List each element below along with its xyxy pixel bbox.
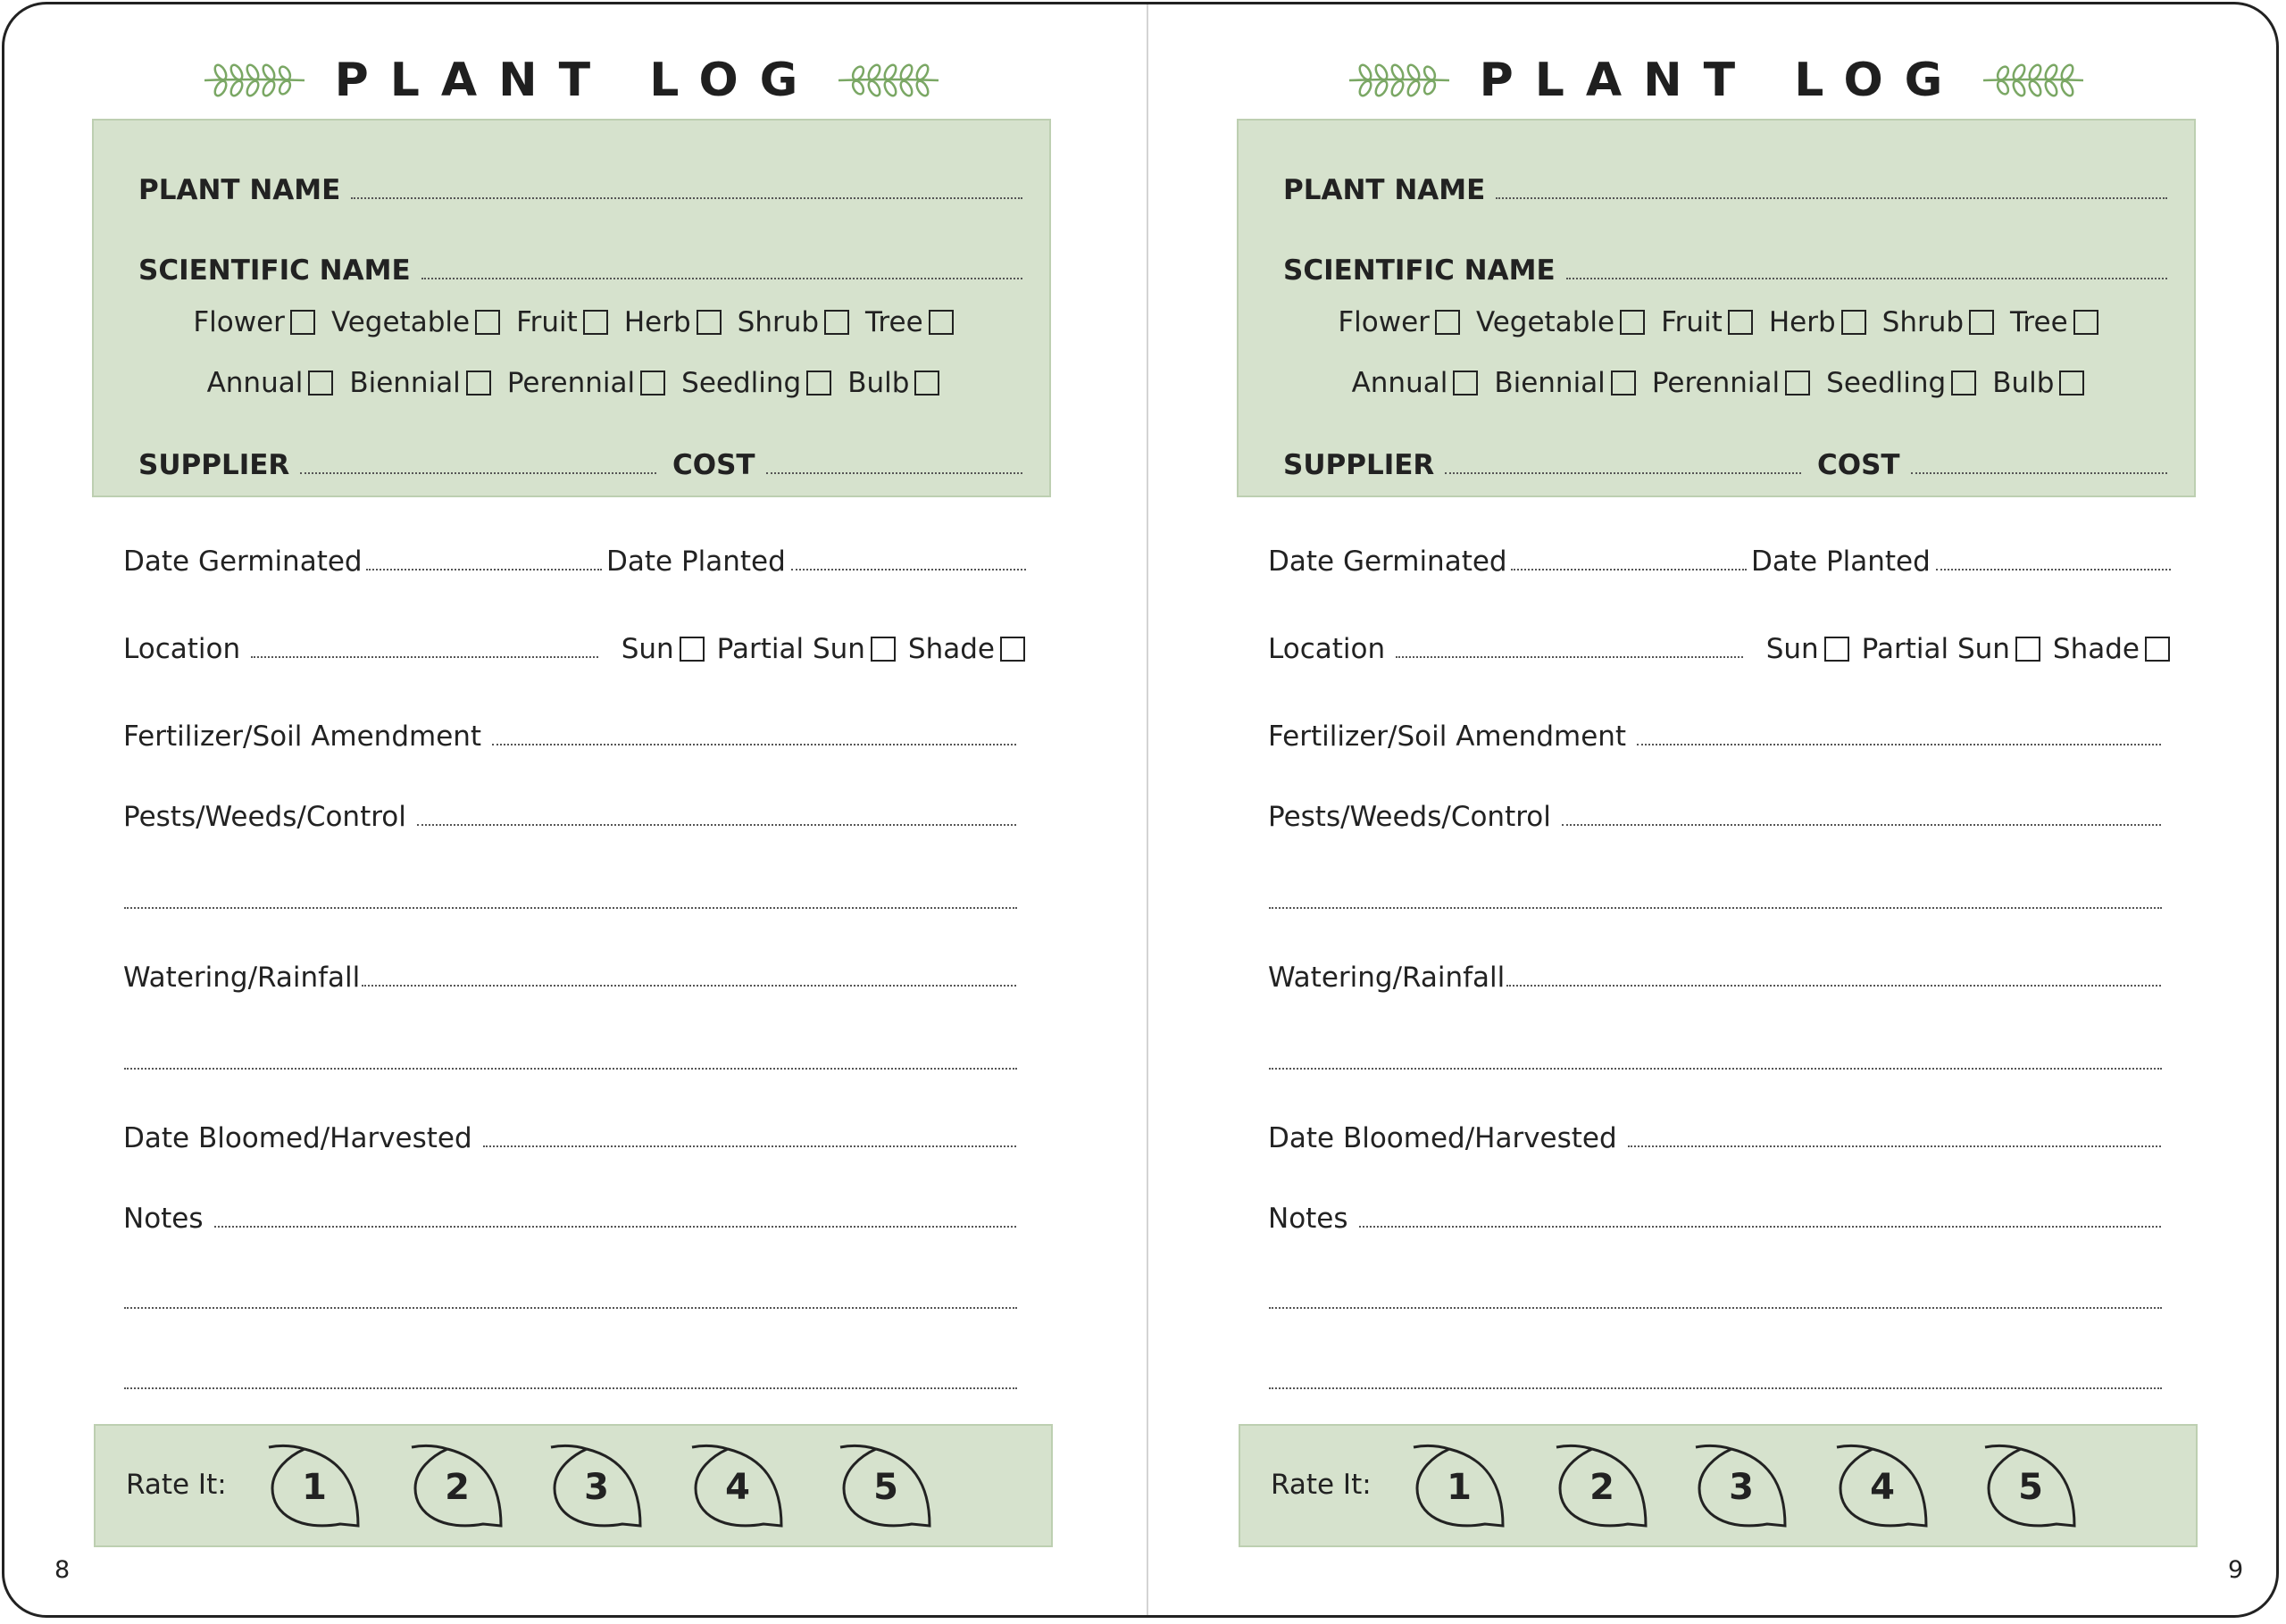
option-label: Herb bbox=[623, 306, 691, 338]
rating-panel bbox=[1239, 1424, 2198, 1547]
location-line[interactable] bbox=[1396, 656, 1743, 658]
scientific-name-line[interactable] bbox=[421, 278, 1022, 279]
rating-value: 4 bbox=[1870, 1467, 1895, 1508]
plant-name-line[interactable] bbox=[351, 197, 1022, 199]
checkbox[interactable] bbox=[290, 310, 315, 335]
fertilizer-label: Fertilizer/Soil Amendment bbox=[1268, 720, 1627, 753]
checkbox[interactable] bbox=[1969, 310, 1994, 335]
checkbox[interactable] bbox=[2059, 371, 2084, 396]
plant-type-options bbox=[1239, 306, 2198, 338]
supplier-field[interactable] bbox=[138, 449, 665, 481]
option-label: Bulb bbox=[847, 367, 910, 399]
page-number: 8 bbox=[54, 1556, 71, 1584]
watering-field[interactable] bbox=[1268, 962, 2170, 994]
notes-extra-line[interactable] bbox=[1269, 1307, 2162, 1309]
watering-extra-line[interactable] bbox=[1269, 1068, 2162, 1070]
option-herb[interactable] bbox=[624, 306, 722, 338]
option-label: Tree bbox=[865, 306, 923, 338]
option-label: Perennial bbox=[1651, 367, 1781, 399]
watering-line[interactable] bbox=[362, 985, 1016, 987]
option-sun[interactable] bbox=[1766, 633, 1849, 665]
rating-option-2[interactable] bbox=[1553, 1444, 1651, 1533]
rating-value: 5 bbox=[873, 1467, 898, 1508]
rating-option-5[interactable] bbox=[837, 1444, 935, 1533]
option-vegetable[interactable] bbox=[1476, 306, 1645, 338]
rating-option-5[interactable] bbox=[1981, 1444, 2080, 1533]
checkbox[interactable] bbox=[697, 310, 722, 335]
pests-extra-line[interactable] bbox=[1269, 907, 2162, 909]
light-options bbox=[609, 633, 1025, 665]
checkbox[interactable] bbox=[640, 371, 665, 396]
option-label: Partial Sun bbox=[1861, 633, 2010, 665]
date-bloomed-label: Date Bloomed/Harvested bbox=[123, 1122, 472, 1154]
checkbox[interactable] bbox=[1620, 310, 1645, 335]
supplier-line[interactable] bbox=[300, 472, 656, 474]
rating-label: Rate It: bbox=[126, 1469, 227, 1501]
rating-option-2[interactable] bbox=[408, 1444, 506, 1533]
plant-name-label: PLANT NAME bbox=[1283, 174, 1486, 206]
book-spine bbox=[1147, 4, 1148, 1618]
checkbox[interactable] bbox=[308, 371, 333, 396]
checkbox[interactable] bbox=[824, 310, 849, 335]
book-spread bbox=[2, 2, 2279, 1618]
leaf-sprig-icon bbox=[1346, 61, 1453, 100]
notes-field[interactable] bbox=[123, 1203, 1025, 1235]
date-planted-field[interactable] bbox=[606, 545, 1026, 578]
page-title-row bbox=[1149, 49, 2279, 112]
date-planted-line[interactable] bbox=[1936, 569, 2171, 570]
date-germinated-line[interactable] bbox=[366, 569, 602, 570]
plant-name-line[interactable] bbox=[1496, 197, 2167, 199]
pests-label: Pests/Weeds/Control bbox=[1268, 801, 1551, 833]
fertilizer-field[interactable] bbox=[1268, 720, 2170, 753]
right-page bbox=[1149, 4, 2279, 1618]
checkbox[interactable] bbox=[1000, 637, 1025, 662]
option-partial-sun[interactable] bbox=[1862, 633, 2040, 665]
option-label: Fruit bbox=[1661, 306, 1723, 338]
option-perennial[interactable] bbox=[1652, 367, 1810, 399]
cost-line[interactable] bbox=[1911, 472, 2167, 474]
location-label: Location bbox=[123, 633, 241, 665]
plant-name-field[interactable] bbox=[1283, 174, 2176, 206]
cost-line[interactable] bbox=[766, 472, 1022, 474]
fertilizer-field[interactable] bbox=[123, 720, 1025, 753]
date-bloomed-field[interactable] bbox=[123, 1122, 1025, 1154]
option-label: Herb bbox=[1768, 306, 1836, 338]
pests-field[interactable] bbox=[1268, 801, 2170, 833]
rating-label: Rate It: bbox=[1271, 1469, 1372, 1501]
checkbox[interactable] bbox=[1611, 371, 1636, 396]
pests-label: Pests/Weeds/Control bbox=[123, 801, 406, 833]
rating-value: 3 bbox=[1729, 1467, 1754, 1508]
option-label: Fruit bbox=[516, 306, 578, 338]
supplier-label: SUPPLIER bbox=[1283, 449, 1435, 481]
date-planted-label: Date Planted bbox=[606, 545, 786, 578]
plant-info-panel bbox=[1237, 119, 2196, 497]
scientific-name-label: SCIENTIFIC NAME bbox=[138, 254, 411, 287]
option-seedling[interactable] bbox=[681, 367, 831, 399]
location-line[interactable] bbox=[251, 656, 598, 658]
plant-name-label: PLANT NAME bbox=[138, 174, 341, 206]
date-germinated-field[interactable] bbox=[123, 545, 605, 578]
page-number: 9 bbox=[2228, 1556, 2244, 1584]
option-biennial[interactable] bbox=[1494, 367, 1635, 399]
rating-option-3[interactable] bbox=[1692, 1444, 1790, 1533]
option-tree[interactable] bbox=[865, 306, 954, 338]
fertilizer-line[interactable] bbox=[1637, 744, 2161, 745]
option-annual[interactable] bbox=[1352, 367, 1479, 399]
checkbox[interactable] bbox=[871, 637, 896, 662]
checkbox[interactable] bbox=[583, 310, 608, 335]
rating-option-3[interactable] bbox=[547, 1444, 646, 1533]
cost-field[interactable] bbox=[672, 449, 1031, 481]
plant-name-field[interactable] bbox=[138, 174, 1031, 206]
option-shade[interactable] bbox=[908, 633, 1025, 665]
rating-value: 2 bbox=[1589, 1467, 1614, 1508]
cost-label: COST bbox=[672, 449, 755, 481]
checkbox[interactable] bbox=[2015, 637, 2040, 662]
date-bloomed-field[interactable] bbox=[1268, 1122, 2170, 1154]
option-shade[interactable] bbox=[2053, 633, 2170, 665]
scientific-name-field[interactable] bbox=[1283, 254, 2176, 287]
cost-label: COST bbox=[1817, 449, 1900, 481]
cost-field[interactable] bbox=[1817, 449, 2176, 481]
supplier-field[interactable] bbox=[1283, 449, 1810, 481]
option-herb[interactable] bbox=[1769, 306, 1866, 338]
date-germinated-label: Date Germinated bbox=[1268, 545, 1507, 578]
notes-label: Notes bbox=[123, 1203, 204, 1235]
checkbox[interactable] bbox=[1785, 371, 1810, 396]
option-shrub[interactable] bbox=[1882, 306, 1994, 338]
option-tree[interactable] bbox=[2010, 306, 2098, 338]
rating-option-1[interactable] bbox=[265, 1444, 363, 1533]
checkbox[interactable] bbox=[1435, 310, 1460, 335]
notes-label: Notes bbox=[1268, 1203, 1348, 1235]
notes-extra-line[interactable] bbox=[124, 1307, 1017, 1309]
checkbox[interactable] bbox=[1841, 310, 1866, 335]
light-options bbox=[1754, 633, 2170, 665]
scientific-name-line[interactable] bbox=[1566, 278, 2167, 279]
pests-line[interactable] bbox=[1562, 824, 2161, 826]
option-fruit[interactable] bbox=[516, 306, 608, 338]
life-cycle-options bbox=[94, 367, 1053, 399]
option-sun[interactable] bbox=[622, 633, 705, 665]
watering-line[interactable] bbox=[1506, 985, 2161, 987]
date-bloomed-line[interactable] bbox=[1628, 1145, 2161, 1147]
checkbox[interactable] bbox=[914, 371, 939, 396]
plant-type-options bbox=[94, 306, 1053, 338]
option-label: Flower bbox=[1338, 306, 1430, 338]
pests-line[interactable] bbox=[417, 824, 1016, 826]
checkbox[interactable] bbox=[1951, 371, 1976, 396]
option-label: Biennial bbox=[1494, 367, 1606, 399]
option-label: Flower bbox=[193, 306, 285, 338]
option-label: Seedling bbox=[681, 367, 802, 399]
rating-panel bbox=[94, 1424, 1053, 1547]
option-shrub[interactable] bbox=[738, 306, 849, 338]
fertilizer-line[interactable] bbox=[492, 744, 1016, 745]
option-perennial[interactable] bbox=[507, 367, 665, 399]
supplier-label: SUPPLIER bbox=[138, 449, 290, 481]
option-label: Shade bbox=[2052, 633, 2140, 665]
rating-value: 3 bbox=[584, 1467, 609, 1508]
option-label: Seedling bbox=[1826, 367, 1947, 399]
option-bulb[interactable] bbox=[1992, 367, 2084, 399]
notes-extra-line[interactable] bbox=[124, 1387, 1017, 1389]
scientific-name-label: SCIENTIFIC NAME bbox=[1283, 254, 1556, 287]
life-cycle-options bbox=[1239, 367, 2198, 399]
option-label: Shrub bbox=[1881, 306, 1965, 338]
option-flower[interactable] bbox=[193, 306, 315, 338]
left-page bbox=[4, 4, 1139, 1618]
date-planted-line[interactable] bbox=[791, 569, 1026, 570]
notes-line[interactable] bbox=[1359, 1226, 2161, 1228]
leaf-sprig-icon bbox=[1980, 61, 2087, 100]
option-label: Partial Sun bbox=[716, 633, 865, 665]
date-germinated-field[interactable] bbox=[1268, 545, 1750, 578]
watering-extra-line[interactable] bbox=[124, 1068, 1017, 1070]
option-label: Bulb bbox=[1992, 367, 2055, 399]
option-bulb[interactable] bbox=[847, 367, 939, 399]
notes-field[interactable] bbox=[1268, 1203, 2170, 1235]
watering-field[interactable] bbox=[123, 962, 1025, 994]
pests-extra-line[interactable] bbox=[124, 907, 1017, 909]
checkbox[interactable] bbox=[1824, 637, 1849, 662]
rating-value: 5 bbox=[2018, 1467, 2043, 1508]
option-flower[interactable] bbox=[1338, 306, 1460, 338]
option-annual[interactable] bbox=[207, 367, 334, 399]
option-label: Tree bbox=[2010, 306, 2068, 338]
option-label: Sun bbox=[1765, 633, 1819, 665]
pests-field[interactable] bbox=[123, 801, 1025, 833]
location-field bbox=[1268, 633, 2170, 665]
rating-value: 1 bbox=[302, 1467, 327, 1508]
page-title: PLANT LOG bbox=[334, 54, 820, 107]
option-label: Vegetable bbox=[1475, 306, 1615, 338]
location-field bbox=[123, 633, 1025, 665]
checkbox[interactable] bbox=[1728, 310, 1753, 335]
checkbox[interactable] bbox=[680, 637, 705, 662]
rating-value: 4 bbox=[725, 1467, 750, 1508]
option-partial-sun[interactable] bbox=[717, 633, 896, 665]
option-fruit[interactable] bbox=[1661, 306, 1753, 338]
option-label: Annual bbox=[206, 367, 304, 399]
rating-option-4[interactable] bbox=[688, 1444, 787, 1533]
option-label: Shade bbox=[907, 633, 995, 665]
option-label: Shrub bbox=[737, 306, 820, 338]
checkbox[interactable] bbox=[1453, 371, 1478, 396]
option-biennial[interactable] bbox=[349, 367, 490, 399]
rating-value: 1 bbox=[1447, 1467, 1472, 1508]
date-bloomed-label: Date Bloomed/Harvested bbox=[1268, 1122, 1617, 1154]
date-planted-label: Date Planted bbox=[1751, 545, 1931, 578]
option-label: Annual bbox=[1351, 367, 1448, 399]
checkbox[interactable] bbox=[2145, 637, 2170, 662]
page-title-row bbox=[4, 49, 1139, 112]
rating-option-4[interactable] bbox=[1833, 1444, 1931, 1533]
leaf-sprig-icon bbox=[201, 61, 308, 100]
option-vegetable[interactable] bbox=[331, 306, 500, 338]
checkbox[interactable] bbox=[466, 371, 491, 396]
checkbox[interactable] bbox=[2073, 310, 2098, 335]
date-germinated-label: Date Germinated bbox=[123, 545, 363, 578]
location-label: Location bbox=[1268, 633, 1386, 665]
rating-option-1[interactable] bbox=[1410, 1444, 1508, 1533]
checkbox[interactable] bbox=[475, 310, 500, 335]
watering-label: Watering/Rainfall bbox=[123, 962, 361, 994]
scientific-name-field[interactable] bbox=[138, 254, 1031, 287]
notes-line[interactable] bbox=[214, 1226, 1016, 1228]
checkbox[interactable] bbox=[929, 310, 954, 335]
plant-info-panel bbox=[92, 119, 1051, 497]
leaf-sprig-icon bbox=[835, 61, 942, 100]
notes-extra-line[interactable] bbox=[1269, 1387, 2162, 1389]
date-planted-field[interactable] bbox=[1751, 545, 2171, 578]
checkbox[interactable] bbox=[806, 371, 831, 396]
option-seedling[interactable] bbox=[1826, 367, 1976, 399]
option-label: Sun bbox=[621, 633, 674, 665]
date-germinated-line[interactable] bbox=[1511, 569, 1747, 570]
watering-label: Watering/Rainfall bbox=[1268, 962, 1506, 994]
option-label: Perennial bbox=[506, 367, 636, 399]
fertilizer-label: Fertilizer/Soil Amendment bbox=[123, 720, 482, 753]
option-label: Biennial bbox=[349, 367, 461, 399]
option-label: Vegetable bbox=[330, 306, 471, 338]
date-bloomed-line[interactable] bbox=[483, 1145, 1016, 1147]
page-title: PLANT LOG bbox=[1479, 54, 1965, 107]
rating-value: 2 bbox=[445, 1467, 470, 1508]
supplier-line[interactable] bbox=[1445, 472, 1801, 474]
